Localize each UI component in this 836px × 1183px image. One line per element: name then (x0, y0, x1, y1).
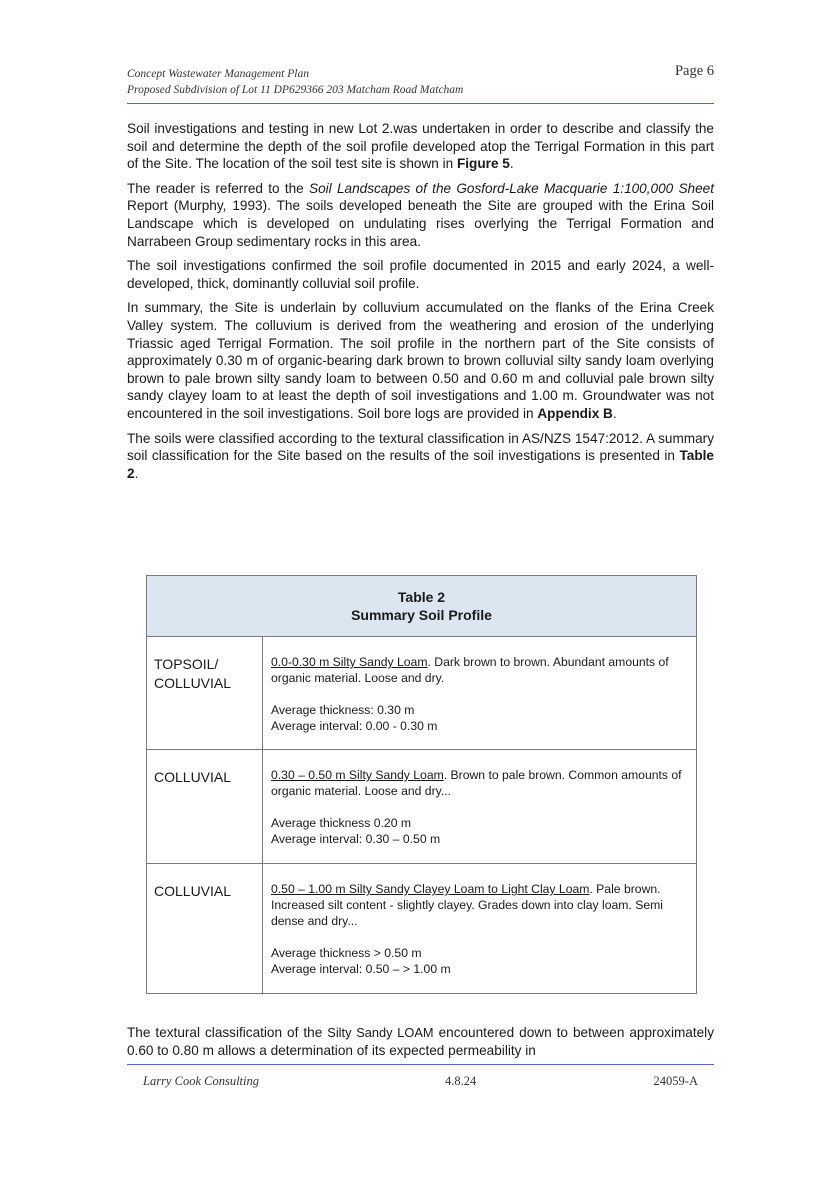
soil-zone-cell: COLLUVIAL (147, 864, 263, 994)
table-2-reference: Table 2 (127, 448, 714, 481)
soil-description-cell: 0.50 – 1.00 m Silty Sandy Clayey Loam to Light Clay Loam. Pale brown. Increased silt content - slightly clayey. Grades down into clay loam. Semi dense and dry... Average thickness > 0.50 m Average interval: 0.50 – > 1.00 m (263, 864, 697, 994)
footer-company: Larry Cook Consulting (143, 1074, 259, 1088)
figure-5-reference: Figure 5 (456, 156, 510, 172)
average-thickness: Average thickness 0.20 m (271, 816, 412, 830)
layer-heading: 0.50 – 1.00 m Silty Sandy Clayey Loam to Light Clay Loam (271, 882, 590, 896)
soil-description-cell: 0.30 – 0.50 m Silty Sandy Loam. Brown to pale brown. Common amounts of organic material. Loose and dry... Average thickness 0.20 m Average interval: 0.30 – 0.50 m (263, 750, 697, 864)
average-thickness: Average thickness: 0.30 m (271, 703, 415, 717)
report-title: Soil Landscapes of the Gosford-Lake Macquarie 1:100,000 Sheet (309, 180, 715, 196)
page-header (127, 63, 714, 104)
trailing-text (127, 1024, 714, 1059)
header-line-1: Concept Wastewater Management Plan (127, 68, 309, 80)
page-footer (127, 1064, 714, 1095)
body-text (127, 120, 714, 489)
table-row (147, 637, 697, 750)
soil-description-cell: 0.0-0.30 m Silty Sandy Loam. Dark brown to brown. Abundant amounts of organic material. Loose and dry. Average thickness: 0.30 m Average interval: 0.00 - 0.30 m (263, 637, 697, 750)
paragraph-confirmed-profile: The soil investigations confirmed the soil profile documented in 2015 and early 2024, a well-developed, thick, dominantly colluvial soil profile. (127, 258, 714, 291)
soil-zone-cell: TOPSOIL/ COLLUVIAL (147, 637, 263, 750)
table-number: Table 2 (397, 589, 446, 605)
table-caption (147, 576, 697, 637)
appendix-b-reference: Appendix B (537, 405, 613, 421)
paragraph-permeability: The textural classification of the Silty Sandy LOAM encountered down to between approximately 0.60 to 0.80 m allows a determination of its expected permeability in (127, 1025, 714, 1058)
table-caption-row (147, 576, 697, 637)
paragraph-classification: The soils were classified according to the textural classification in AS/NZS 1547:2012. A summary soil classification for the Site based on the results of the soil investigations is presented in Table 2. (127, 430, 714, 481)
paragraph-soil-landscapes: The reader is referred to the Soil Landscapes of the Gosford-Lake Macquarie 1:100,000 Sheet Report (Murphy, 1993). The soils developed beneath the Site are grouped with the Erina Soil Landscape which is developed on undulating rises overlying the Terrigal Formation and Narrabeen Group sedimentary rocks in this area. (127, 180, 715, 249)
layer-heading: 0.30 – 0.50 m Silty Sandy Loam (271, 768, 444, 782)
header-line-2: Proposed Subdivision of Lot 11 DP629366 203 Matcham Road Matcham (127, 84, 464, 96)
soil-profile-table (146, 575, 697, 994)
average-thickness: Average thickness > 0.50 m (271, 946, 422, 960)
table-row (147, 864, 697, 994)
average-interval: Average interval: 0.50 – > 1.00 m (271, 962, 451, 976)
header-title-block (127, 66, 463, 98)
layer-heading: 0.0-0.30 m Silty Sandy Loam (271, 655, 428, 669)
footer-reference: 24059-A (653, 1074, 698, 1088)
average-interval: Average interval: 0.00 - 0.30 m (271, 719, 438, 733)
paragraph-soil-investigations: Soil investigations and testing in new Lot 2.was undertaken in order to describe and classify the soil and determine the depth of the soil profile developed atop the Terrigal Formation in this part of the Site. The location of the soil test site is shown in Figure 5. (127, 121, 714, 172)
table-row (147, 750, 697, 864)
soil-type-term: Silty Sandy LOAM (327, 1025, 434, 1040)
average-interval: Average interval: 0.30 – 0.50 m (271, 832, 441, 846)
soil-zone-cell: COLLUVIAL (147, 750, 263, 864)
footer-date: 4.8.24 (445, 1074, 477, 1088)
paragraph-summary: In summary, the Site is underlain by colluvium accumulated on the flanks of the Erina Creek Valley system. The colluvium is derived from the weathering and erosion of the underlying Triassic aged Terrigal Formation. The soil profile in the northern part of the Site consists of approximately 0.30 m of organic-bearing dark brown to brown colluvial silty sandy loam overlying brown to pale brown silty sandy loam to between 0.50 and 0.60 m and colluvial pale brown silty sandy clayey loam to at least the depth of soil investigations and 1.00 m. Groundwater was not encountered in the soil investigations. Soil bore logs are provided in Appendix B. (127, 300, 714, 421)
table-title: Summary Soil Profile (351, 607, 492, 623)
page-number: Page 6 (674, 63, 714, 79)
